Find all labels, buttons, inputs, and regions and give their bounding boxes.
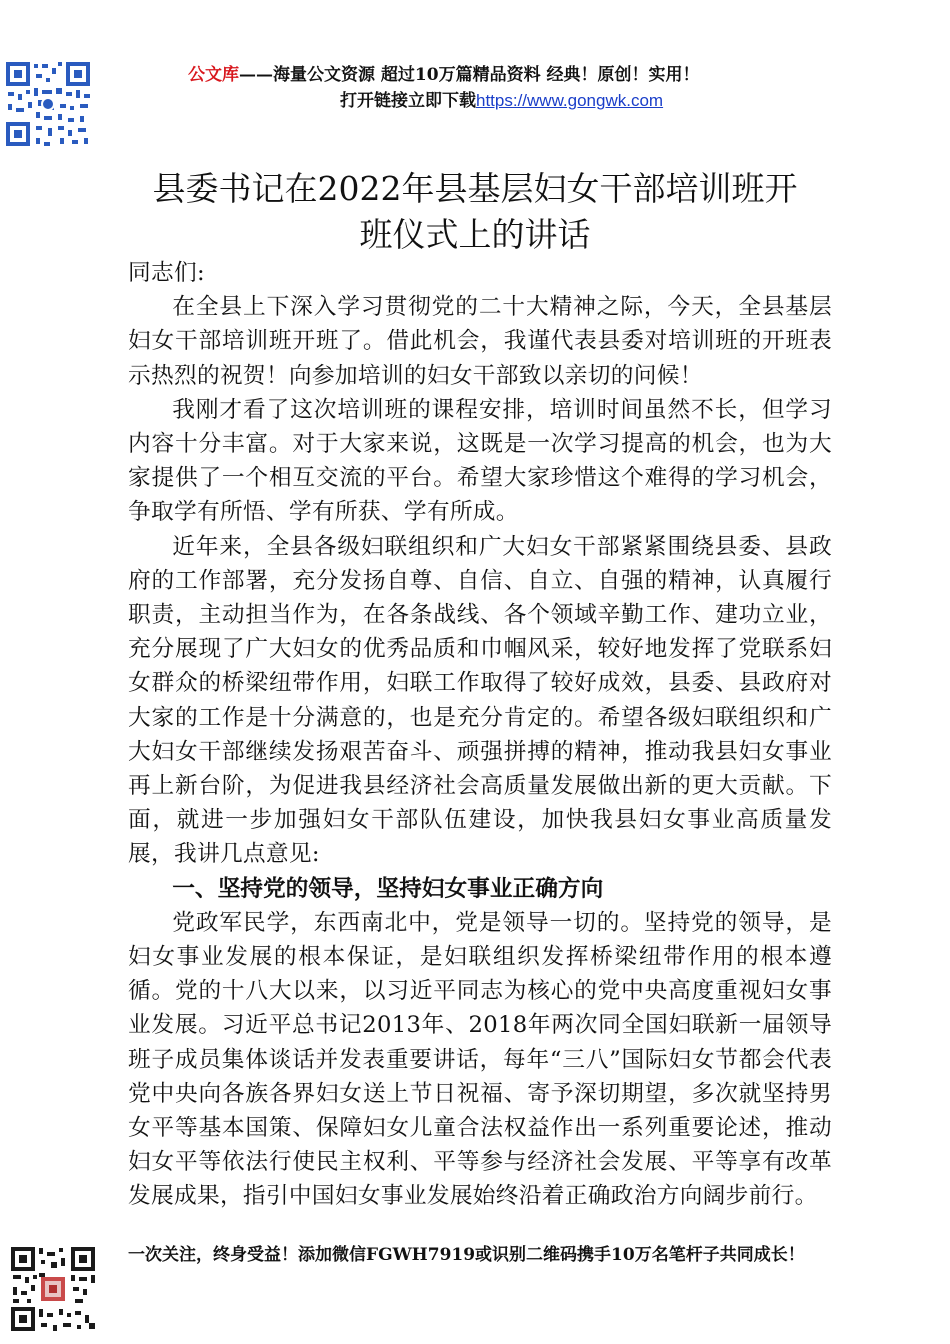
download-prefix: 打开链接立即下载	[340, 91, 476, 111]
section-heading-1: 一、坚持党的领导，坚持妇女事业正确方向	[172, 875, 604, 902]
promo-tagline: ——海量公文资源 超过10万篇精品资料 经典！原创！实用！	[239, 65, 700, 85]
paragraph-3: 近年来，全县各级妇联组织和广大妇女干部紧紧围绕县委、县政府的工作部署，充分发扬自尊、自信、自立、自强的精神，认真履行职责，主动担当作为，在各条战线、各个领域辛勤工作、建功立业，充分展现了广大妇女的优秀品质和巾帼风采，较好地发挥了党联系妇女群众的桥梁纽带作用，妇联工作取得了较好成效，县委、县政府对大家的工作是十分满意的，也是充分肯定的。希望各级妇联组织和广大妇女干部继续发扬艰苦奋斗、顽强拼搏的精神，推动我县妇女事业再上新台阶，为促进我县经济社会高质量发展做出新的更大贡献。下面，就进一步加强妇女干部队伍建设，加快我县妇女事业高质量发展，我讲几点意见:	[128, 533, 832, 868]
qr-code-image-bottom	[8, 1244, 98, 1334]
download-line	[340, 86, 663, 111]
salutation: 同志们:	[128, 260, 205, 286]
paragraph-4: 党政军民学，东西南北中，党是领导一切的。坚持党的领导，是妇女事业发展的根本保证，是妇联组织发挥桥梁纽带作用的根本遵循。党的十八大以来，以习近平同志为核心的党中央高度重视妇女事业发展。习近平总书记2013年、2018年两次同全国妇联新一届领导班子成员集体谈话并发表重要讲话，每年“三八”国际妇女节都会代表党中央向各族各界妇女送上节日祝福、寄予深切期望，多次就坚持男女平等基本国策、保障妇女儿童合法权益作出一系列重要论述，推动妇女平等依法行使民主权利、平等参与经济社会发展、平等享有改革发展成果，指引中国妇女事业发展始终沿着正确政治方向阔步前行。	[128, 909, 832, 1210]
promo-header-line	[188, 60, 700, 85]
download-link[interactable]: https://www.gongwk.com	[476, 91, 664, 110]
footer-promo: 一次关注，终身受益！添加微信FGWH7919或识别二维码携手10万名笔杆子共同成长！	[128, 1245, 805, 1265]
document-body	[128, 256, 832, 1214]
paragraph-1: 在全县上下深入学习贯彻党的二十大精神之际，今天，全县基层妇女干部培训班开班了。借此机会，我谨代表县委对培训班的开班表示热烈的祝贺！向参加培训的妇女干部致以亲切的问候！	[128, 294, 832, 389]
title-line-2: 班仪式上的讲话	[359, 215, 591, 254]
document-title	[120, 166, 830, 258]
paragraph-2: 我刚才看了这次培训班的课程安排，培训时间虽然不长，但学习内容十分丰富。对于大家来说，这既是一次学习提高的机会，也为大家提供了一个相互交流的平台。希望大家珍惜这个难得的学习机会，争取学有所悟、学有所获、学有所成。	[128, 396, 832, 526]
brand-name: 公文库	[188, 65, 239, 85]
qr-code-image-top	[2, 58, 94, 150]
title-line-1: 县委书记在2022年县基层妇女干部培训班开	[152, 169, 798, 208]
